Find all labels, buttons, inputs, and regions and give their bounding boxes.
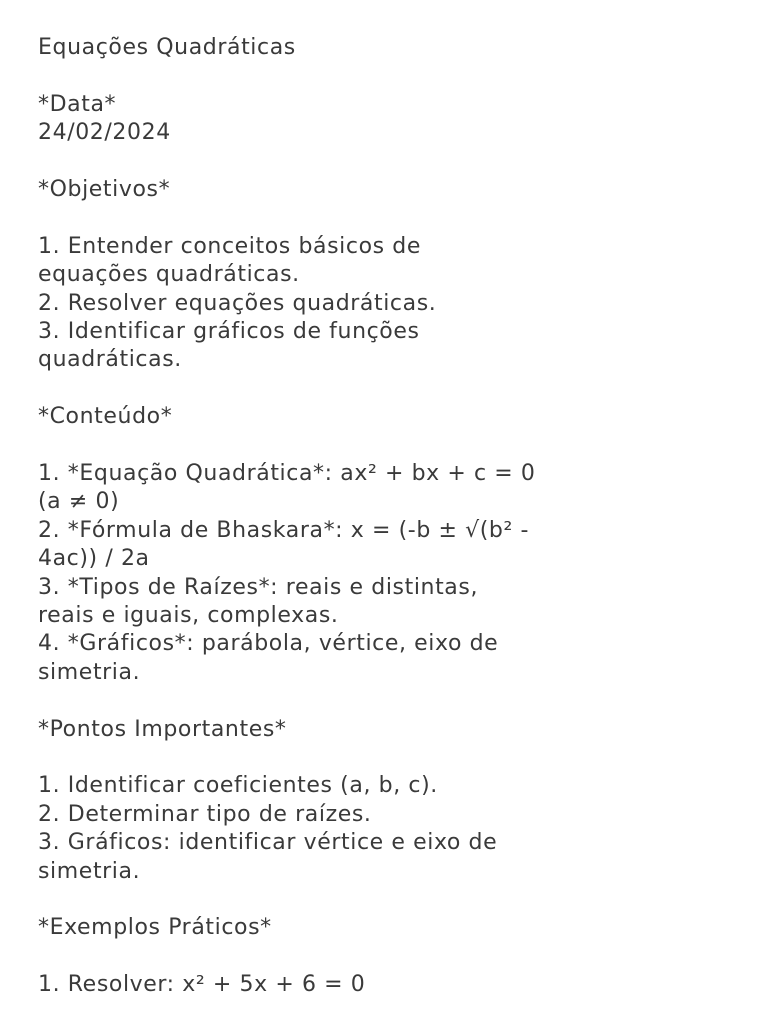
note-body xyxy=(38,34,738,1000)
note-title: Equações Quadráticas xyxy=(38,35,296,60)
content-line: reais e iguais, complexas. xyxy=(38,603,339,629)
objectives-list xyxy=(38,233,738,375)
key-points-line: 2. Determinar tipo de raízes. xyxy=(38,801,372,827)
objectives-line: 3. Identificar gráficos de funções xyxy=(38,319,420,345)
content-line: (a ≠ 0) xyxy=(38,489,120,515)
key-points-line: 1. Identificar coeficientes (a, b, c). xyxy=(38,773,438,799)
key-points-list xyxy=(38,772,738,886)
objectives-heading: *Objetivos* xyxy=(38,177,171,202)
content-line: 4. *Gráficos*: parábola, vértice, eixo de xyxy=(38,631,499,657)
spacer xyxy=(38,204,738,232)
spacer xyxy=(38,375,738,403)
examples-list xyxy=(38,971,738,999)
objectives-line: 1. Entender conceitos básicos de xyxy=(38,233,421,259)
content-heading: *Conteúdo* xyxy=(38,404,173,430)
content-line: 1. *Equação Quadrática*: ax² + bx + c = 0 xyxy=(38,461,536,487)
content-line: 2. *Fórmula de Bhaskara*: x = (-b ± √(b² - xyxy=(38,517,530,543)
spacer xyxy=(38,886,738,914)
examples-heading: *Exemplos Práticos* xyxy=(38,915,272,941)
key-points-line: 3. Gráficos: identificar vértice e eixo de xyxy=(38,830,498,856)
examples-line: 1. Resolver: x² + 5x + 6 = 0 xyxy=(38,972,366,998)
key-points-heading: *Pontos Importantes* xyxy=(38,716,287,742)
content-list xyxy=(38,460,738,687)
objectives-line: 2. Resolver equações quadráticas. xyxy=(38,290,437,316)
content-line: 4ac)) / 2a xyxy=(38,546,150,572)
spacer xyxy=(38,148,738,176)
date-value: 24/02/2024 xyxy=(38,120,171,146)
content-line: simetria. xyxy=(38,659,141,685)
objectives-line: quadráticas. xyxy=(38,347,182,373)
key-points-line: simetria. xyxy=(38,858,141,884)
spacer xyxy=(38,943,738,971)
date-heading: *Data* xyxy=(38,91,117,117)
spacer xyxy=(38,62,738,90)
spacer xyxy=(38,687,738,715)
content-line: 3. *Tipos de Raízes*: reais e distintas, xyxy=(38,574,479,600)
spacer xyxy=(38,432,738,460)
objectives-line: equações quadráticas. xyxy=(38,262,300,288)
spacer xyxy=(38,744,738,772)
